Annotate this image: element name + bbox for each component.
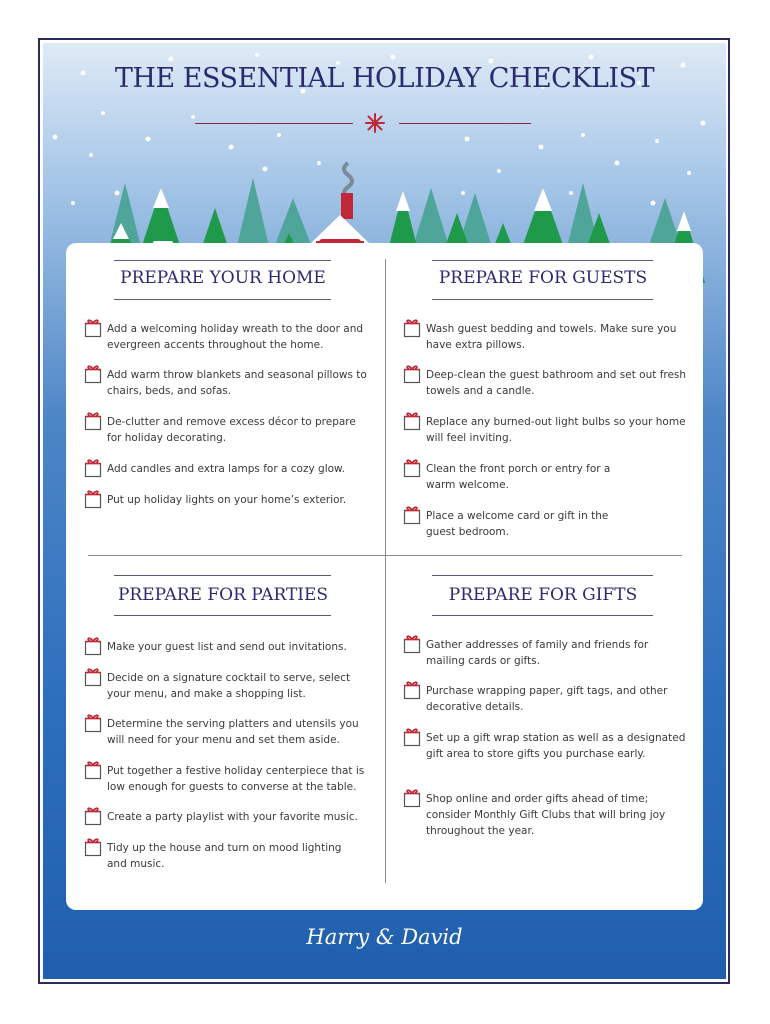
checklist-item-line: guest bedroom.	[426, 526, 509, 538]
checklist-item-text	[426, 637, 648, 669]
gift-checkbox-icon[interactable]	[403, 788, 421, 808]
guests-title-rule-bottom	[432, 299, 653, 300]
checklist-item-line: towels and a candle.	[426, 385, 535, 397]
checklist-item-line: Decide on a signature cocktail to serve, select	[107, 672, 351, 684]
gift-checkbox-icon[interactable]	[84, 636, 102, 656]
title-divider-right	[399, 123, 531, 124]
checklist-item-line: gift area to store gifts you purchase early.	[426, 748, 646, 760]
checklist-item-line: Gather addresses of family and friends for	[426, 639, 649, 651]
gift-checkbox-icon[interactable]	[403, 364, 421, 384]
parties-title-rule-bottom	[114, 615, 331, 616]
checklist-item-line: Replace any burned-out light bulbs so your home	[426, 416, 686, 428]
checklist-item-line: Create a party playlist with your favorite music.	[107, 811, 358, 823]
checklist-item-text	[107, 639, 347, 655]
checklist-item-text	[426, 730, 685, 762]
gift-checkbox-icon[interactable]	[84, 667, 102, 687]
checklist-item-line: warm welcome.	[426, 479, 509, 491]
checklist-item-text	[426, 321, 676, 353]
gift-checkbox-icon[interactable]	[84, 806, 102, 826]
gift-checkbox-icon[interactable]	[403, 727, 421, 747]
checklist-item-text	[107, 763, 364, 795]
checklist-item-line: Add candles and extra lamps for a cozy glow.	[107, 463, 345, 475]
checklist-item-line: evergreen accents throughout the home.	[107, 339, 324, 351]
gift-checkbox-icon[interactable]	[403, 458, 421, 478]
checklist-item-line: Wash guest bedding and towels. Make sure you	[426, 323, 677, 335]
checklist-item-text	[107, 670, 350, 702]
gift-checkbox-icon[interactable]	[84, 837, 102, 857]
gifts-title-rule-bottom	[432, 615, 653, 616]
checklist-item-line: Purchase wrapping paper, gift tags, and other	[426, 685, 668, 697]
gift-checkbox-icon[interactable]	[84, 458, 102, 478]
checklist-item-line: and music.	[107, 858, 165, 870]
checklist-item-line: De-clutter and remove excess décor to prepare	[107, 416, 356, 428]
gift-checkbox-icon[interactable]	[84, 318, 102, 338]
home-title-rule-top	[114, 260, 331, 261]
checklist-item-line: Clean the front porch or entry for a	[426, 463, 611, 475]
checklist-item-line: Put up holiday lights on your home’s exterior.	[107, 494, 347, 506]
checklist-item-line: consider Monthly Gift Clubs that will bring joy	[426, 809, 666, 821]
checklist-item-line: chairs, beds, and sofas.	[107, 385, 232, 397]
section-title-gifts: PREPARE FOR GIFTS	[448, 585, 638, 605]
checklist-item-text	[426, 683, 667, 715]
checklist-item-text	[426, 367, 686, 399]
checklist-item-text	[426, 461, 610, 493]
checklist-item-line: low enough for guests to converse at the table.	[107, 781, 357, 793]
checklist-item-line: will need for your menu and set them aside.	[107, 734, 340, 746]
checklist-item-text	[107, 461, 345, 477]
checklist-item-line: have extra pillows.	[426, 339, 526, 351]
section-title-home: PREPARE YOUR HOME	[120, 268, 326, 288]
column-divider	[385, 259, 386, 883]
checklist-item-line: Place a welcome card or gift in the	[426, 510, 609, 522]
gift-checkbox-icon[interactable]	[84, 713, 102, 733]
checklist-item-text	[107, 809, 358, 825]
checklist-item-text	[107, 414, 356, 446]
title-divider-left	[195, 123, 353, 124]
checklist-item-line: Make your guest list and send out invitations.	[107, 641, 347, 653]
gift-checkbox-icon[interactable]	[84, 489, 102, 509]
gift-checkbox-icon[interactable]	[84, 364, 102, 384]
checklist-item-line: will feel inviting.	[426, 432, 512, 444]
checklist-item-line: for holiday decorating.	[107, 432, 227, 444]
checklist-item-line: throughout the year.	[426, 825, 535, 837]
gift-checkbox-icon[interactable]	[403, 680, 421, 700]
parties-title-rule-top	[114, 575, 331, 576]
checklist-item-text	[107, 492, 346, 508]
gifts-title-rule-top	[432, 575, 653, 576]
row-divider	[88, 555, 682, 556]
checklist-item-line: Deep-clean the guest bathroom and set out fresh	[426, 369, 687, 381]
checklist-item-text	[107, 321, 363, 353]
gift-checkbox-icon[interactable]	[84, 760, 102, 780]
checklist-poster	[43, 43, 726, 979]
checklist-item-line: Add warm throw blankets and seasonal pillows to	[107, 369, 367, 381]
guests-title-rule-top	[432, 260, 653, 261]
checklist-item-line: decorative details.	[426, 701, 524, 713]
checklist-item-text	[426, 414, 686, 446]
checklist-item-text	[107, 367, 367, 399]
gift-checkbox-icon[interactable]	[403, 318, 421, 338]
gift-checkbox-icon[interactable]	[84, 411, 102, 431]
checklist-item-line: Tidy up the house and turn on mood lighting	[107, 842, 342, 854]
snowflake-icon	[365, 113, 385, 133]
checklist-item-text	[426, 791, 665, 839]
gift-checkbox-icon[interactable]	[403, 505, 421, 525]
checklist-item-line: Put together a festive holiday centerpiece that is	[107, 765, 365, 777]
checklist-item-text	[426, 508, 608, 540]
checklist-item-text	[107, 716, 359, 748]
section-title-guests: PREPARE FOR GUESTS	[438, 268, 648, 288]
gift-checkbox-icon[interactable]	[403, 411, 421, 431]
checklist-item-line: Shop online and order gifts ahead of time;	[426, 793, 649, 805]
checklist-item-line: your menu, and make a shopping list.	[107, 688, 306, 700]
checklist-item-line: mailing cards or gifts.	[426, 655, 540, 667]
gift-checkbox-icon[interactable]	[403, 634, 421, 654]
checklist-item-line: Determine the serving platters and utensils you	[107, 718, 359, 730]
harry-and-david-logo: Harry & David	[306, 925, 463, 949]
checklist-item-line: Add a welcoming holiday wreath to the door and	[107, 323, 364, 335]
checklist-item-text	[107, 840, 341, 872]
section-title-parties: PREPARE FOR PARTIES	[117, 585, 329, 605]
page-title: THE ESSENTIAL HOLIDAY CHECKLIST	[114, 63, 655, 94]
home-title-rule-bottom	[114, 299, 331, 300]
checklist-item-line: Set up a gift wrap station as well as a designated	[426, 732, 686, 744]
